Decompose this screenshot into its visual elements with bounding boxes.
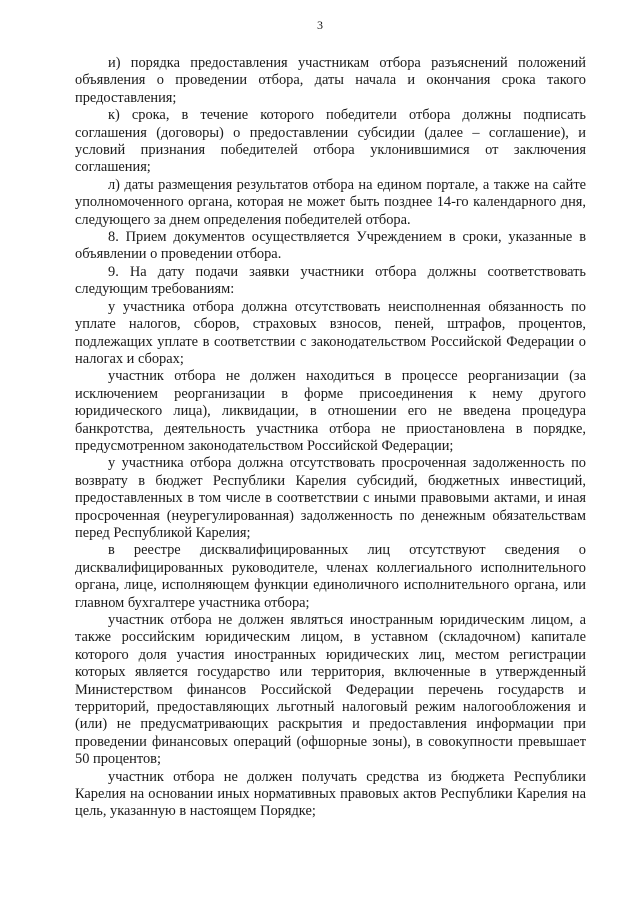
paragraph-item-i: и) порядка предоставления участникам отбора разъяснений положений объявления о проведении отбора, даты начала и окончания срока такого предоставления; — [75, 55, 586, 106]
requirement-no-overdue-debt: у участника отбора должна отсутствовать просроченная задолженность по возврату в бюджет Республики Карелия субсидий, бюджетных инвестиций, предоставленных в том числе в соответствии с иными правовыми актами, и иная просроченная (неурегулированная) задолженность по денежным обязательствам перед Республикой Карелия; — [75, 455, 586, 541]
page-number: 3 — [317, 18, 323, 32]
requirement-no-reorganization: участник отбора не должен находиться в процессе реорганизации (за исключением реорганизации в форме присоединения к нему другого юридического лица), ликвидации, в отношении его не введена процедура банкротства, деятельность участника отбора не приостановлена в порядке, предусмотренном законодательством Российской Федерации; — [75, 368, 586, 454]
requirement-not-foreign-entity: участник отбора не должен являться иностранным юридическим лицом, а также российским юридическим лицом, в уставном (складочном) капитале которого доля участия иностранных юридических лиц, местом регистрации которых является государство или территория, включенные в утвержденный Министерством финансов Российской Федерации перечень государств и территорий, предоставляющих льготный налоговый режим налогообложения и (или) не предусматривающих раскрытия и предоставления информации при проведении финансовых операций (офшорные зоны), в совокупности превышает 50 процентов; — [75, 612, 586, 768]
paragraph-clause-9: 9. На дату подачи заявки участники отбора должны соответствовать следующим требованиям: — [75, 263, 586, 298]
paragraph-item-k: к) срока, в течение которого победители отбора должны подписать соглашения (договоры) о предоставлении субсидии (далее – соглашение), и условий признания победителей отбора уклонившимися от заключения соглашения; — [75, 107, 586, 176]
paragraph-item-l: л) даты размещения результатов отбора на едином портале, а также на сайте уполномоченного органа, которая не может быть позднее 14-го календарного дня, следующего за днем определения победителей отбора. — [75, 176, 586, 228]
requirement-no-disqualified-persons: в реестре дисквалифицированных лиц отсутствуют сведения о дисквалифицированных руководителе, членах коллегиального исполнительного органа, лице, исполняющем функции единоличного исполнительного органа, или главном бухгалтере участника отбора; — [75, 542, 586, 611]
paragraph-clause-8: 8. Прием документов осуществляется Учреждением в сроки, указанные в объявлении о проведении отбора. — [75, 229, 586, 263]
document-body — [75, 55, 586, 821]
requirement-no-tax-debt: у участника отбора должна отсутствовать неисполненная обязанность по уплате налогов, сборов, страховых взносов, пеней, штрафов, процентов, подлежащих уплате в соответствии с законодательством Российской Федерации о налогах и сборах; — [75, 298, 586, 367]
requirement-no-other-budget-funds: участник отбора не должен получать средства из бюджета Республики Карелия на основании иных нормативных правовых актов Республики Карелия на цель, указанную в настоящем Порядке; — [75, 768, 586, 820]
